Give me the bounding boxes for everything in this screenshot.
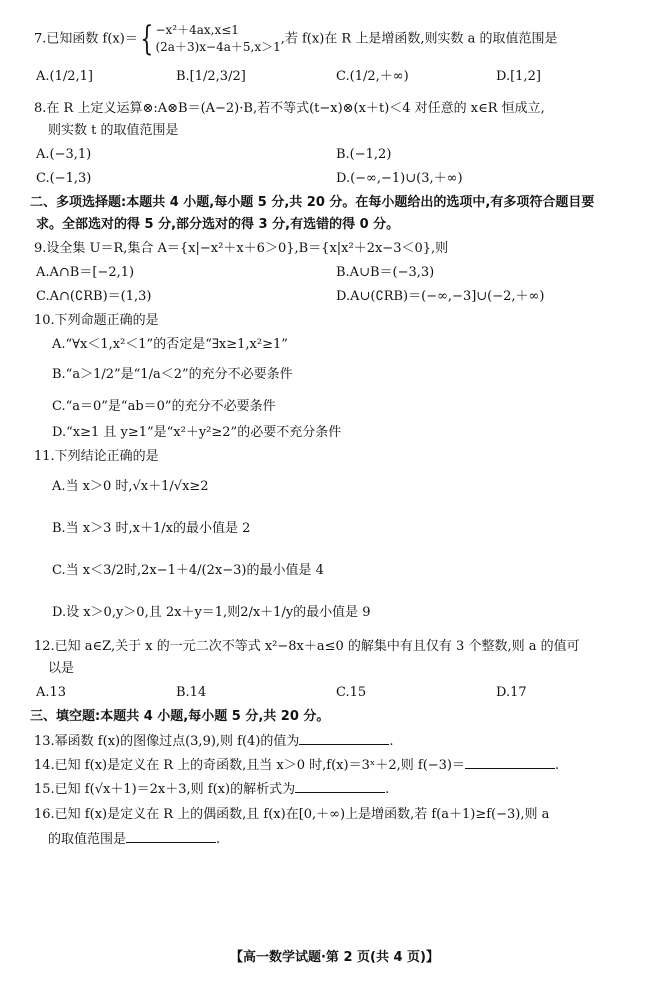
q16-end: . bbox=[216, 832, 221, 847]
q8-option-b: B.(−1,2) bbox=[336, 147, 392, 162]
q7-option-b: B.[1/2,3/2] bbox=[176, 69, 246, 84]
q16-line-2 bbox=[48, 830, 220, 849]
q9-option-b: B.A∪B＝(−3,3) bbox=[336, 265, 435, 280]
q15 bbox=[34, 780, 389, 799]
q9-stem: 9.设全集 U＝R,集合 A＝{x|−x²＋x＋6＞0},B＝{x|x²＋2x−3＜0},则 bbox=[34, 241, 449, 256]
q9-option-a: A.A∩B＝[−2,1) bbox=[36, 265, 135, 280]
q10-option-c: C.“a＝0”是“ab＝0”的充分不必要条件 bbox=[52, 399, 276, 414]
q8-option-d: D.(−∞,−1)∪(3,＋∞) bbox=[336, 171, 463, 186]
q15-end: . bbox=[385, 782, 390, 797]
q7-option-d: D.[1,2] bbox=[496, 69, 541, 84]
page-footer: 【高一数学试题·第 2 页(共 4 页)】 bbox=[229, 950, 440, 965]
q12-option-a: A.13 bbox=[36, 685, 67, 700]
q13-text: 13.幂函数 f(x)的图像过点(3,9),则 f(4)的值为 bbox=[34, 734, 300, 749]
q12-option-c: C.15 bbox=[336, 685, 367, 700]
q11-option-c: C.当 x＜3/2时,2x−1＋4/(2x−3)的最小值是 4 bbox=[52, 563, 324, 578]
q14-answer-blank[interactable] bbox=[465, 756, 555, 769]
q12-line-1: 12.已知 a∈Z,关于 x 的一元二次不等式 x²−8x＋a≤0 的解集中有且仅有 3 个整数,则 a 的值可 bbox=[34, 639, 580, 654]
q15-text: 15.已知 f(√x＋1)＝2x＋3,则 f(x)的解析式为 bbox=[34, 782, 296, 797]
q11-stem: 11.下列结论正确的是 bbox=[34, 449, 159, 464]
q16-text: 的取值范围是 bbox=[48, 832, 127, 847]
q12-option-b: B.14 bbox=[176, 685, 207, 700]
q8-line-1: 8.在 R 上定义运算⊗:A⊗B＝(A−2)·B,若不等式(t−x)⊗(x＋t)＜4 对任意的 x∈R 恒成立, bbox=[34, 101, 545, 116]
q16-answer-blank[interactable] bbox=[126, 830, 216, 843]
q12-line-2: 以是 bbox=[48, 661, 75, 676]
q14-text: 14.已知 f(x)是定义在 R 上的奇函数,且当 x＞0 时,f(x)＝3ˣ＋2,则 f(−3)＝ bbox=[34, 758, 465, 773]
q10-stem: 10.下列命题正确的是 bbox=[34, 313, 159, 328]
section-2-instructions: 求。全部选对的得 5 分,部分选对的得 3 分,有选错的得 0 分。 bbox=[36, 217, 400, 232]
q10-option-b: B.“a＞1/2”是“1/a＜2”的充分不必要条件 bbox=[52, 367, 293, 382]
q9-option-d: D.A∪(∁RB)＝(−∞,−3]∪(−2,＋∞) bbox=[336, 289, 545, 304]
q11-option-b: B.当 x＞3 时,x＋1/x的最小值是 2 bbox=[52, 521, 251, 536]
q11-option-a: A.当 x＞0 时,√x＋1/√x≥2 bbox=[52, 479, 209, 494]
q7-pieces bbox=[155, 22, 280, 56]
q7-option-c: C.(1/2,＋∞) bbox=[336, 69, 409, 84]
q7-stem-post: ,若 f(x)在 R 上是增函数,则实数 a 的取值范围是 bbox=[280, 31, 558, 47]
q16-line-1: 16.已知 f(x)是定义在 R 上的偶函数,且 f(x)在[0,＋∞)上是增函数,若 f(a＋1)≥f(−3),则 a bbox=[34, 807, 550, 822]
q7-piece-2: (2a＋3)x−4a＋5,x＞1 bbox=[155, 40, 281, 54]
q14-end: . bbox=[555, 758, 560, 773]
q12-option-d: D.17 bbox=[496, 685, 527, 700]
q8-line-2: 则实数 t 的取值范围是 bbox=[48, 123, 179, 138]
section-3-heading: 三、填空题:本题共 4 小题,每小题 5 分,共 20 分。 bbox=[30, 709, 330, 724]
piecewise-brace: { bbox=[140, 19, 154, 59]
q7-stem bbox=[34, 19, 558, 59]
q13-end: . bbox=[389, 734, 394, 749]
q7-option-a: A.(1/2,1] bbox=[36, 69, 93, 84]
section-2-heading: 二、多项选择题:本题共 4 小题,每小题 5 分,共 20 分。在每小题给出的选项中,有多项符合题目要 bbox=[30, 195, 595, 210]
q9-option-c: C.A∩(∁RB)＝(1,3) bbox=[36, 289, 152, 304]
q8-option-c: C.(−1,3) bbox=[36, 171, 92, 186]
q8-option-a: A.(−3,1) bbox=[36, 147, 92, 162]
q14 bbox=[34, 756, 559, 775]
q13-answer-blank[interactable] bbox=[299, 732, 389, 745]
q10-option-a: A.“∀x＜1,x²＜1”的否定是“∃x≥1,x²≥1” bbox=[52, 337, 288, 352]
q13 bbox=[34, 732, 394, 751]
q7-stem-pre: 7.已知函数 f(x)＝ bbox=[34, 31, 138, 47]
q11-option-d: D.设 x＞0,y＞0,且 2x＋y＝1,则2/x＋1/y的最小值是 9 bbox=[52, 605, 371, 620]
q10-option-d: D.“x≥1 且 y≥1”是“x²＋y²≥2”的必要不充分条件 bbox=[52, 425, 342, 440]
q7-piece-1: −x²＋4ax,x≤1 bbox=[155, 23, 239, 37]
q15-answer-blank[interactable] bbox=[295, 780, 385, 793]
